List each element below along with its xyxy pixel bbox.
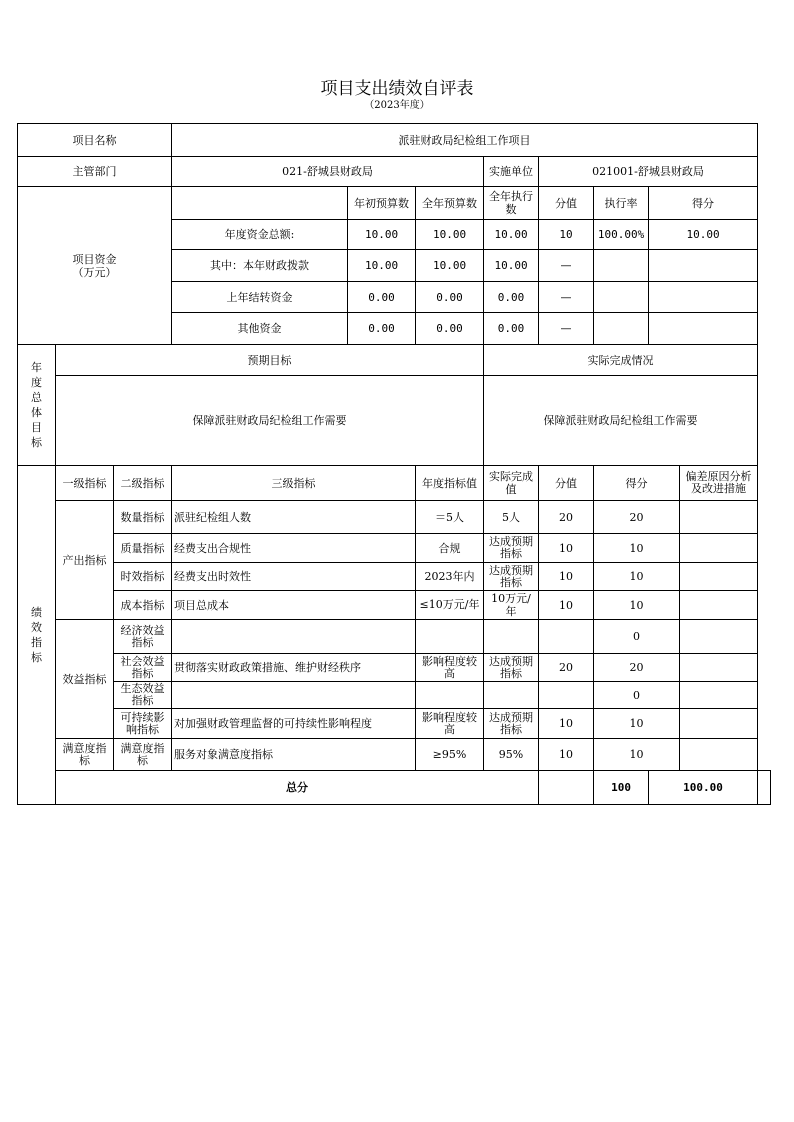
- project-name: 派驻财政局纪检组工作项目: [172, 124, 758, 157]
- level1-satisfaction: 满意度指标: [56, 739, 114, 771]
- ind-header: 分值: [539, 466, 594, 501]
- funds-cell: 0.00: [416, 313, 484, 345]
- target-value: ≥95%: [416, 739, 484, 771]
- actual-value: [484, 682, 539, 709]
- level2: 成本指标: [114, 591, 172, 620]
- funds-cell: 10.00: [416, 250, 484, 282]
- ind-header: 一级指标: [56, 466, 114, 501]
- ind-header: 得分: [594, 466, 680, 501]
- level3: [172, 620, 416, 654]
- funds-label: 项目资金（万元）: [18, 187, 172, 345]
- got: 0: [594, 682, 680, 709]
- actual-value: 达成预期指标: [484, 563, 539, 591]
- funds-row-label: 其中：本年财政拨款: [172, 250, 348, 282]
- score: [539, 620, 594, 654]
- level3: [172, 682, 416, 709]
- funds-cell: [594, 282, 649, 313]
- funds-cell: 10.00: [649, 220, 758, 250]
- funds-header: 分值: [539, 187, 594, 220]
- score: 20: [539, 501, 594, 534]
- actual-goal: 保障派驻财政局纪检组工作需要: [484, 376, 758, 466]
- level2: 社会效益指标: [114, 654, 172, 682]
- funds-row-label: 年度资金总额:: [172, 220, 348, 250]
- ind-header: 实际完成值: [484, 466, 539, 501]
- note: [680, 563, 758, 591]
- funds-header-blank: [172, 187, 348, 220]
- level3: 贯彻落实财政政策措施、维护财经秩序: [172, 654, 416, 682]
- note: [680, 620, 758, 654]
- unit-value: 021001-舒城县财政局: [539, 157, 758, 187]
- project-name-label: 项目名称: [18, 124, 172, 157]
- funds-cell: 10.00: [484, 220, 539, 250]
- score: [539, 682, 594, 709]
- level1-benefit: 效益指标: [56, 620, 114, 739]
- level3: 服务对象满意度指标: [172, 739, 416, 771]
- funds-cell: [649, 282, 758, 313]
- level3: 项目总成本: [172, 591, 416, 620]
- level2: 满意度指标: [114, 739, 172, 771]
- unit-label: 实施单位: [484, 157, 539, 187]
- level3: 经费支出合规性: [172, 534, 416, 563]
- funds-cell: 0.00: [416, 282, 484, 313]
- actual-value: 达成预期指标: [484, 709, 539, 739]
- target-value: ＝5人: [416, 501, 484, 534]
- funds-row-label: 上年结转资金: [172, 282, 348, 313]
- funds-cell: —: [539, 282, 594, 313]
- dept-label: 主管部门: [18, 157, 172, 187]
- actual-value: [484, 620, 539, 654]
- funds-cell: 10.00: [348, 220, 416, 250]
- funds-cell: [649, 250, 758, 282]
- note: [680, 591, 758, 620]
- ind-header: 年度指标值: [416, 466, 484, 501]
- funds-cell: [649, 313, 758, 345]
- funds-header: 全年预算数: [416, 187, 484, 220]
- funds-cell: —: [539, 250, 594, 282]
- goals-label: 年度总体目标: [18, 345, 56, 466]
- target-value: 影响程度较高: [416, 709, 484, 739]
- page-title: 项目支出绩效自评表: [320, 79, 474, 99]
- note: [680, 682, 758, 709]
- got: 10: [594, 563, 680, 591]
- target-value: [416, 620, 484, 654]
- target-value: 影响程度较高: [416, 654, 484, 682]
- funds-cell: 10.00: [348, 250, 416, 282]
- total-score: 100: [594, 771, 649, 805]
- got: 20: [594, 654, 680, 682]
- funds-header: 执行率: [594, 187, 649, 220]
- level2: 生态效益指标: [114, 682, 172, 709]
- performance-table: [17, 123, 771, 805]
- funds-header: 年初预算数: [348, 187, 416, 220]
- actual-value: 5人: [484, 501, 539, 534]
- score: 10: [539, 534, 594, 563]
- expected-goal-label: 预期目标: [56, 345, 484, 376]
- level2: 经济效益指标: [114, 620, 172, 654]
- score: 20: [539, 654, 594, 682]
- funds-cell: 10: [539, 220, 594, 250]
- got: 0: [594, 620, 680, 654]
- ind-header: 偏差原因分析及改进措施: [680, 466, 758, 501]
- actual-value: 达成预期指标: [484, 534, 539, 563]
- dept-value: 021-舒城县财政局: [172, 157, 484, 187]
- note: [680, 739, 758, 771]
- total-label: 总分: [56, 771, 539, 805]
- level2: 时效指标: [114, 563, 172, 591]
- target-value: [416, 682, 484, 709]
- total-got: 100.00: [649, 771, 758, 805]
- total-blank: [539, 771, 594, 805]
- target-value: 合规: [416, 534, 484, 563]
- actual-value: 10万元/年: [484, 591, 539, 620]
- note: [680, 534, 758, 563]
- funds-cell: 10.00: [416, 220, 484, 250]
- got: 10: [594, 709, 680, 739]
- funds-cell: 10.00: [484, 250, 539, 282]
- ind-header: 三级指标: [172, 466, 416, 501]
- ind-header: 二级指标: [114, 466, 172, 501]
- funds-cell: 0.00: [348, 313, 416, 345]
- funds-cell: [594, 250, 649, 282]
- got: 10: [594, 591, 680, 620]
- funds-cell: [594, 313, 649, 345]
- funds-cell: 0.00: [484, 313, 539, 345]
- level2: 数量指标: [114, 501, 172, 534]
- note: [680, 709, 758, 739]
- funds-cell: 100.00%: [594, 220, 649, 250]
- note: [680, 501, 758, 534]
- level3: 经费支出时效性: [172, 563, 416, 591]
- note: [680, 654, 758, 682]
- actual-goal-label: 实际完成情况: [484, 345, 758, 376]
- level1-output: 产出指标: [56, 501, 114, 620]
- page-subtitle: （2023年度）: [364, 100, 430, 111]
- funds-row-label: 其他资金: [172, 313, 348, 345]
- level2: 可持续影响指标: [114, 709, 172, 739]
- expected-goal: 保障派驻财政局纪检组工作需要: [56, 376, 484, 466]
- level3: 对加强财政管理监督的可持续性影响程度: [172, 709, 416, 739]
- level2: 质量指标: [114, 534, 172, 563]
- funds-header: 全年执行数: [484, 187, 539, 220]
- got: 10: [594, 534, 680, 563]
- score: 10: [539, 709, 594, 739]
- score: 10: [539, 591, 594, 620]
- indicators-label: 绩效指标: [18, 466, 56, 805]
- score: 10: [539, 739, 594, 771]
- funds-header: 得分: [649, 187, 758, 220]
- got: 10: [594, 739, 680, 771]
- score: 10: [539, 563, 594, 591]
- funds-cell: —: [539, 313, 594, 345]
- funds-cell: 0.00: [484, 282, 539, 313]
- actual-value: 95%: [484, 739, 539, 771]
- target-value: 2023年内: [416, 563, 484, 591]
- level3: 派驻纪检组人数: [172, 501, 416, 534]
- target-value: ≤10万元/年: [416, 591, 484, 620]
- funds-cell: 0.00: [348, 282, 416, 313]
- total-note: [758, 771, 771, 805]
- actual-value: 达成预期指标: [484, 654, 539, 682]
- got: 20: [594, 501, 680, 534]
